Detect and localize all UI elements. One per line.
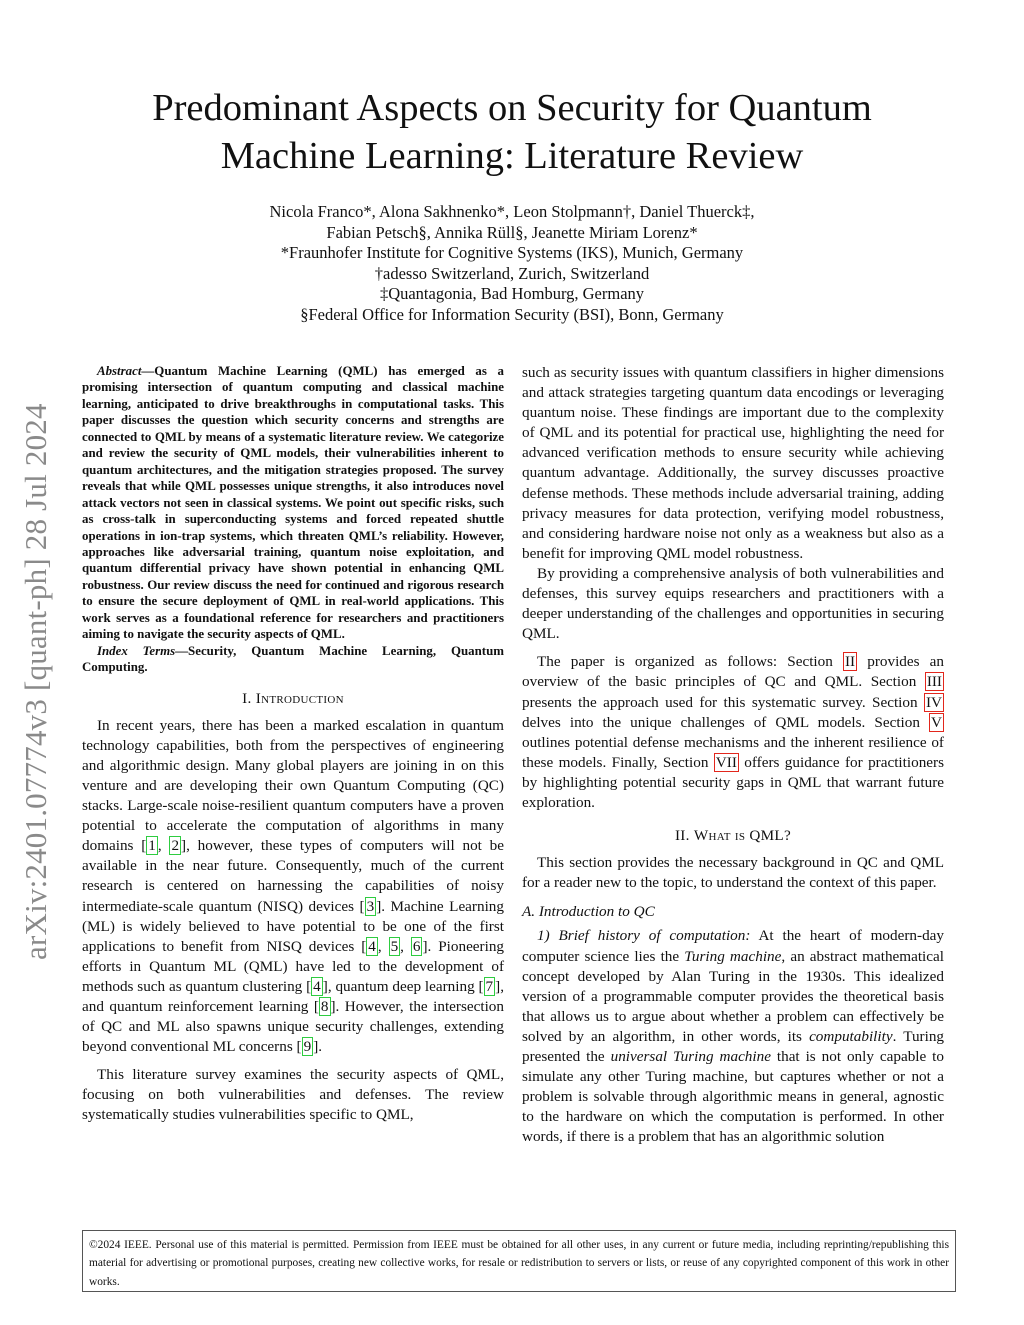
- intro-paragraph-3: such as security issues with quantum classifiers in higher dimensions and attack strategies targeting quantum data encodings or leveraging quantum noise. These findings are important due to the complexity of QML and its potential for practical use, highlighting the need for advanced verification methods to ensure security while achieving quantum advantage. Additionally, the survey discusses proactive defense methods. These methods include adversarial training, adding privacy measures for data protection, verifying model robustness, and considering hardware noise not only as a weakness but also as a benefit for improving QML model robustness.: [522, 364, 944, 562]
- run-in-heading: 1) Brief history of computation:: [537, 927, 751, 945]
- citation-link[interactable]: 4: [313, 977, 321, 995]
- paper-title: Predominant Aspects on Security for Quantum Machine Learning: Literature Review: [152, 87, 872, 177]
- citation-link[interactable]: 7: [485, 977, 494, 995]
- author-line-2: Fabian Petsch§, Annika Rüll§, Jeanette Miriam Lorenz*: [326, 222, 698, 242]
- citation-link[interactable]: 8: [320, 998, 329, 1016]
- section-link[interactable]: IV: [925, 693, 942, 711]
- citation-link[interactable]: 9: [303, 1038, 312, 1056]
- section-link[interactable]: III: [926, 673, 942, 691]
- background-paragraph: This section provides the necessary background in QC and QML for a reader new to the topic, to understand the context of this paper.: [522, 854, 944, 892]
- citation-link[interactable]: 6: [412, 937, 421, 955]
- history-paragraph: 1) Brief history of computation: At the heart of modern-day computer science lies the Turing machine, an abstract mathematical concept developed by Alan Turing in the 1930s. This idealized version of a programmable computer provides the theoretical basis that allows us to argue about whether a problem can effectively be solved by an algorithm, in other words, its computability. Turing presented the universal Turing machine that is not only capable to simulate any other Turing machine, but captures whether or not a problem is solvable through algorithmic means in general, agnostic to the hardware on which the computation is performed. In other words, if there is a problem that has an algorithmic solution: [522, 927, 945, 1146]
- affiliation-2: †adesso Switzerland, Zurich, Switzerland: [374, 263, 650, 283]
- citation-link[interactable]: 1: [148, 837, 156, 855]
- intro-paragraph-4: By providing a comprehensive analysis of both vulnerabilities and defenses, this survey equips researchers and practitioners with a deeper understanding of the challenges and opportunities in securing QML.: [522, 564, 944, 643]
- arxiv-identifier-stamp: arXiv:2401.07774v3 [quant-ph] 28 Jul 2024: [18, 403, 53, 960]
- index-terms-text: —Security, Quantum Machine Learning, Quantum Computing.: [82, 643, 504, 675]
- abstract-text: —Quantum Machine Learning (QML) has emerged as a promising intersection of quantum computing and classical machine learning, anticipated to drive breakthroughs in computational tasks. This paper discusses the question which security concerns and strengths are connected to QML by means of a systematic literature review. We categorize and review the security of QML models, their vulnerabilities inherent to quantum architectures, and the mitigation strategies proposed. The survey reveals that while QML possesses unique strengths, it also introduces novel attack vectors not seen in classical systems. We point out specific risks, such as cross-talk in superconducting systems and forced repeated shuttle operations in ion-trap systems, which threaten QML’s reliability. However, approaches like adversarial training, quantum noise exploitation, and quantum differential privacy have shown potential in enhancing QML robustness. Our review discuss the need for continued and rigorous research to ensure the secure deployment of QML in real-world applications. This work serves as a foundational reference for researchers and practitioners aiming to navigate the security aspects of QML.: [82, 364, 504, 642]
- citation-link[interactable]: 5: [390, 937, 399, 955]
- section-link[interactable]: VII: [715, 753, 737, 771]
- author-block: [150, 202, 874, 325]
- abstract-label: Abstract: [97, 364, 142, 378]
- affiliation-3: ‡Quantagonia, Bad Homburg, Germany: [379, 284, 645, 303]
- left-column: [82, 363, 504, 1126]
- affiliation-1: *Fraunhofer Institute for Cognitive Systems (IKS), Munich, Germany: [280, 243, 744, 262]
- abstract: [82, 363, 504, 643]
- index-terms-label: Index Terms: [97, 643, 176, 658]
- section-link[interactable]: V: [931, 713, 942, 731]
- right-column: [522, 363, 944, 1147]
- subsection-heading: A. Introduction to QC: [522, 903, 655, 921]
- index-terms: [82, 643, 504, 676]
- citation-link[interactable]: 3: [366, 897, 375, 915]
- section-heading-introduction: I. Introduction: [242, 689, 344, 707]
- copyright-notice: ©2024 IEEE. Personal use of this material is permitted. Permission from IEEE must be obtained for all other uses, in any current or future media, including reprinting/republishing this material for advertising or promotional purposes, creating new collective works, for resale or redistribution to servers or lists, or reuse of any copyrighted component of this work in other works.: [82, 1230, 956, 1292]
- intro-paragraph-2: This literature survey examines the security aspects of QML, focusing on both vulnerabilities and defenses. The review systematically studies vulnerabilities specific to QML,: [82, 1066, 504, 1124]
- citation-link[interactable]: 2: [171, 837, 180, 855]
- section-heading-what-is-qml: II. What is QML?: [674, 827, 792, 845]
- affiliation-4: §Federal Office for Information Security (BSI), Bonn, Germany: [300, 304, 724, 324]
- citation-link[interactable]: 4: [368, 937, 376, 955]
- section-link[interactable]: II: [844, 653, 856, 671]
- intro-paragraph-5: The paper is organized as follows: Section II provides an overview of the basic principles of QC and QML. Section III presents the approach used for this systematic survey. Section IV delves into the unique challenges of QML models. Section V outlines potential defense mechanisms and the inherent resilience of these models. Finally, Section VII offers guidance for practitioners by highlighting potential security gaps in QML that warrant future exploration.: [522, 653, 945, 811]
- author-line-1: Nicola Franco*, Alona Sakhnenko*, Leon Stolpmann†, Daniel Thuerck‡,: [269, 202, 755, 221]
- intro-paragraph-1: In recent years, there has been a marked escalation in quantum technology capabilities, both from the perspectives of engineering and algorithmic design. Many global players are joining in on this venture and are developing their own Quantum Computing (QC) stacks. Large-scale noise-resilient quantum computers have a proven potential to accelerate the computation of algorithms in many domains [ 1 , 2 ], however, these types of computers will not be available in the near future. Consequently, much of the current research is centered on harnessing the capabilities of noisy intermediate-scale quantum (NISQ) devices [ 3 ]. Machine Learning (ML) is widely believed to have potential to be one of the first applications to benefit from NISQ devices [ 4 , 5 , 6 ]. Pioneering efforts in Quantum ML (QML) have led to the development of methods such as quantum clustering [ 4 ], quantum deep learning [ 7 ], and quantum reinforcement learning [ 8 ]. However, the intersection of QC and ML also spawns unique security challenges, extending beyond conventional ML concerns [ 9 ].: [82, 716, 505, 1056]
